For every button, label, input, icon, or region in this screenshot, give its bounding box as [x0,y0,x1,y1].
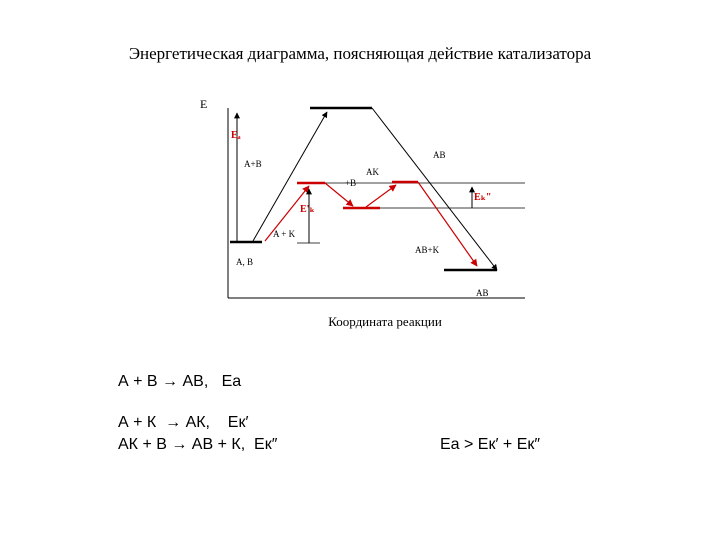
label-plus-b: +B [345,178,357,188]
label-a-b: A, B [236,257,254,267]
uncatalyzed-rise [253,112,327,241]
diagram-title: Энергетическая диаграмма, поясняющая действие катализатора [128,44,592,63]
catalyzed-rise-2 [366,185,396,207]
label-ab-plus-k: AB+K [415,245,440,255]
ek2-label: Eₖ" [474,192,492,203]
label-ab-bottom: AB [476,288,489,298]
ea-label: Eₐ [231,130,241,141]
label-a-plus-b: A+B [244,159,262,169]
equation-step-2: АК + В → АВ + К, Ек″ [118,436,278,453]
equation-step-1: А + К → АК, Ек′ [118,414,249,431]
equation-uncatalyzed: А + В → АВ, Еа [118,373,242,390]
x-axis-label: Координата реакции [328,314,442,329]
energy-comparison: Еа > Ек′ + Ек″ [440,436,541,453]
label-a-plus-k: A + K [273,229,296,239]
label-ab-top: AB [433,150,446,160]
ek1-label: E'ₖ [300,204,315,215]
label-ak: AK [366,167,379,177]
y-axis-label: E [200,97,208,111]
